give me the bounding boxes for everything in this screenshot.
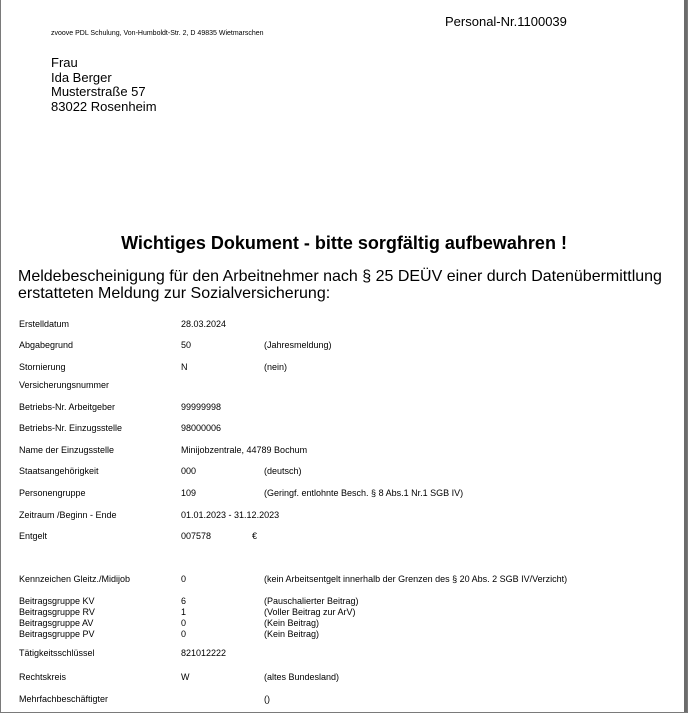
field-label: Betriebs-Nr. Arbeitgeber (19, 402, 116, 412)
field-description: () (264, 694, 270, 704)
field-description: (Kein Beitrag) (264, 629, 320, 639)
field-value: 0 (181, 618, 187, 628)
field-value: N (181, 362, 188, 372)
document-headline: Wichtiges Dokument - bitte sorgfältig aufbewahren ! (121, 233, 567, 253)
field-value: Minijobzentrale, 44789 Bochum (181, 445, 308, 455)
field-description: (Jahresmeldung) (264, 340, 332, 350)
recipient-city: 83022 Rosenheim (51, 98, 157, 114)
field-value: 28.03.2024 (181, 319, 227, 329)
sender-line: zvoove PDL Schulung, Von-Humboldt-Str. 2, D 49835 Wietmarschen (51, 30, 264, 37)
field-label: Staatsangehörigkeit (19, 466, 99, 476)
currency-symbol: € (252, 531, 258, 541)
field-label: Beitragsgruppe PV (19, 629, 95, 639)
intro-text: Meldebescheinigung für den Arbeitnehmer nach § 25 DEÜV einer durch Datenübermittlung erstatteten Meldung zur Sozialversicherung: (18, 268, 662, 302)
field-value: 821012222 (181, 648, 227, 658)
field-label: Betriebs-Nr. Einzugsstelle (19, 423, 123, 433)
field-label: Beitragsgruppe KV (19, 596, 95, 606)
field-value: 6 (181, 596, 187, 606)
field-value: 109 (181, 488, 197, 498)
field-value: 1 (181, 607, 187, 617)
recipient-name: Ida Berger (51, 69, 112, 85)
field-value: 000 (181, 466, 197, 476)
field-value: 98000006 (181, 423, 222, 433)
field-description: (altes Bundesland) (264, 672, 340, 682)
recipient-street: Musterstraße 57 (51, 84, 146, 99)
recipient-address (51, 56, 157, 114)
field-label: Name der Einzugsstelle (19, 445, 115, 455)
recipient-salutation: Frau (51, 55, 78, 70)
field-label: Entgelt (19, 531, 48, 541)
field-label: Versicherungsnummer (19, 380, 110, 390)
personal-number: Personal-Nr.1100039 (445, 14, 567, 29)
field-label: Tätigkeitsschlüssel (19, 648, 95, 658)
field-value: 0 (181, 574, 187, 584)
field-description: (kein Arbeitsentgelt innerhalb der Grenzen des § 20 Abs. 2 SGB IV/Verzicht) (264, 574, 568, 584)
field-description: (nein) (264, 362, 288, 372)
field-label: Zeitraum /Beginn - Ende (19, 510, 117, 520)
field-label: Abgabegrund (19, 340, 74, 350)
field-label: Personengruppe (19, 488, 86, 498)
field-label: Stornierung (19, 362, 66, 372)
field-description: (deutsch) (264, 466, 302, 476)
field-value: 0 (181, 629, 187, 639)
field-description: (Pauschalierter Beitrag) (264, 596, 359, 606)
field-description: (Kein Beitrag) (264, 618, 320, 628)
field-description: (Geringf. entlohnte Besch. § 8 Abs.1 Nr.1 SGB IV) (264, 488, 464, 498)
field-label: Beitragsgruppe AV (19, 618, 94, 628)
field-label: Rechtskreis (19, 672, 67, 682)
field-label: Beitragsgruppe RV (19, 607, 95, 617)
field-label: Erstelldatum (19, 319, 70, 329)
field-value: 50 (181, 340, 192, 350)
field-value: W (181, 672, 190, 682)
field-value: 99999998 (181, 402, 222, 412)
field-label: Kennzeichen Gleitz./Midijob (19, 574, 131, 584)
field-value: 007578 (181, 531, 212, 541)
page-edge-shadow (684, 0, 687, 712)
field-label: Mehrfachbeschäftigter (19, 694, 109, 704)
field-value: 01.01.2023 - 31.12.2023 (181, 510, 280, 520)
field-description: (Voller Beitrag zur ArV) (264, 607, 356, 617)
